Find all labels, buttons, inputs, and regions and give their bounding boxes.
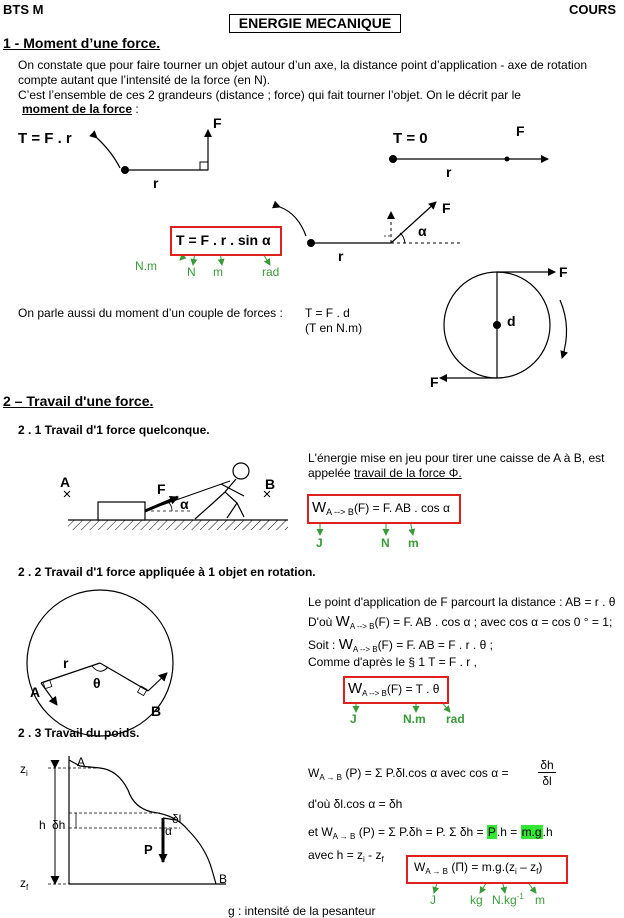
unit-nm: N.m [135, 259, 157, 273]
force-label-3: F [442, 200, 451, 216]
point-a-label: A [60, 474, 71, 490]
dl-cos-relation: d'où δl.cos α = δh [308, 797, 403, 811]
couple-text: On parle aussi du moment d’un couple de forces : [18, 306, 283, 320]
unit-n: N [187, 265, 196, 279]
unit-23-j: J [430, 893, 436, 907]
point-a-label-23: A [77, 755, 86, 769]
r-label-22: r [63, 655, 69, 671]
force-label-5: F [430, 374, 439, 390]
cos-numerator: δh [538, 758, 556, 773]
unit-21-j: J [316, 536, 323, 550]
point-a-label-22: A [30, 684, 41, 700]
header-right: COURS [569, 2, 616, 17]
unit-22-nm: N.m [403, 712, 426, 726]
dh-label: δh [52, 818, 66, 832]
unit-21-m: m [408, 536, 419, 550]
weight-label: P [144, 842, 153, 857]
page-title: ENERGIE MECANIQUE [229, 14, 401, 33]
alpha-label-21: α [180, 496, 189, 512]
subsection-2-1: 2 . 1 Travail d'1 force quelconque. [18, 423, 210, 437]
unit-23-m: m [535, 893, 545, 907]
unit-23-nkg: N.kg [492, 893, 517, 907]
alpha-label-23: α [165, 824, 172, 838]
section-2-heading: 2 – Travail d'une force. [3, 393, 154, 409]
r-label-2: r [446, 164, 452, 180]
subsection-2-2: 2 . 2 Travail d'1 force appliquée à 1 objet en rotation. [18, 565, 316, 579]
unit-21-n: N [381, 536, 390, 550]
weight-work-formula: (Π) = m.g.(z [451, 860, 516, 874]
unit-22-rad: rad [446, 712, 465, 726]
formula-t-equals-zero: T = 0 [393, 130, 428, 147]
travail-de-la-force: travail de la force Φ. [354, 466, 462, 480]
subsection-2-3: 2 . 3 Travail du poids. [18, 726, 140, 740]
s21-text-1: L'énergie mise en jeu pour tirer une caisse de A à B, est [308, 451, 605, 465]
s22-line-3: (F) = F. AB = F . r . θ ; [377, 638, 493, 652]
rotation-work-formula: (F) = T . θ [386, 682, 440, 696]
unit-22-j: J [350, 712, 357, 726]
force-label-21: F [157, 481, 166, 497]
couple-unit: (T en N.m) [305, 321, 363, 335]
r-label-3: r [338, 248, 344, 264]
force-label-1: F [213, 115, 222, 131]
s1-paragraph-2: compte autant que l’intensité de la force (en N). [18, 73, 271, 87]
unit-rad: rad [262, 265, 280, 279]
unit-m: m [213, 265, 223, 279]
moment-de-la-force: moment de la force [22, 102, 133, 116]
r-label-1: r [153, 175, 159, 191]
couple-formula: T = F . d [305, 306, 350, 320]
cos-denominator: δl [542, 774, 552, 788]
footer-note: g : intensité de la pesanteur [228, 904, 376, 918]
force-label-2: F [516, 123, 525, 139]
work-formula-rhs: (F) = F. AB . cos α [353, 501, 450, 515]
point-b-label-23: B [219, 872, 228, 886]
s22-line-4: Comme d'après le § 1 T = F . r , [308, 655, 477, 669]
point-b-label: B [265, 476, 276, 492]
section-1-heading: 1 - Moment d’une force. [3, 35, 161, 51]
formula-t-equals-fr: T = F . r [18, 130, 72, 147]
force-label-4: F [559, 264, 568, 280]
s1-paragraph-1: On constate que pour faire tourner un objet autour d’un axe, la distance point d’application - axe de rotation [18, 58, 588, 72]
point-b-label-22: B [151, 703, 162, 719]
s1-paragraph-3: C’est l’ensemble de ces 2 grandeurs (distance ; force) qui fait tourner l’objet. On le décrit par le [18, 88, 521, 102]
h-label: h [39, 818, 46, 832]
highlight-mg: m.g [521, 825, 542, 839]
weight-work-sum: (P) = Σ P.δl.cos α avec cos α = [345, 766, 509, 780]
theta-label: θ [93, 675, 101, 691]
moment-formula: T = F . r . sin α [176, 232, 271, 248]
s22-line-2: (F) = F. AB . cos α ; avec cos α = cos 0 ° = 1; [374, 615, 613, 629]
d-label: d [507, 313, 516, 329]
s22-line-1: Le point d'application de F parcourt la distance : AB = r . θ [308, 595, 616, 609]
header-left: BTS M [3, 2, 44, 17]
highlight-p: P [487, 825, 496, 839]
dl-label: δl [172, 812, 182, 826]
unit-23-kg: kg [470, 893, 483, 907]
alpha-label: α [418, 223, 427, 239]
